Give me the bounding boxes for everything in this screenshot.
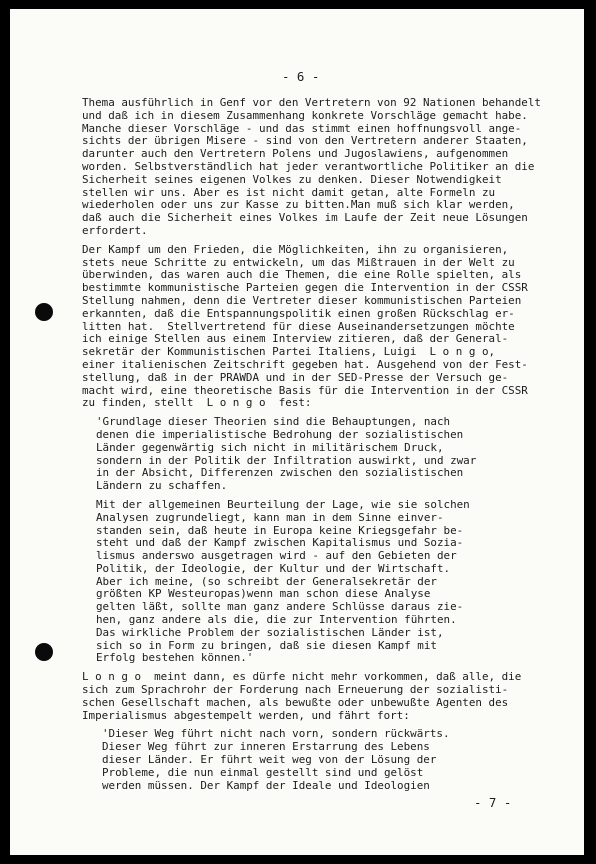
text-line: darunter auch den Vertretern Polens und Jugoslawiens, aufgenommen	[82, 147, 509, 161]
text-line: 'Dieser Weg führt nicht nach vorn, sondern rückwärts.	[102, 727, 450, 741]
text-line: steht und daß der Kampf zwischen Kapitalismus und Sozia-	[96, 536, 464, 550]
text-line: Thema ausführlich in Genf vor den Vertretern von 92 Nationen behandelt	[82, 96, 541, 109]
text-line: L o n g o meint dann, es dürfe nicht mehr vorkommen, daß alle, die	[82, 670, 522, 684]
quote-block	[102, 728, 582, 792]
text-line: stellen wir uns. Aber es ist nicht damit getan, alte Formeln zu	[82, 185, 496, 199]
text-line: überwinden, das waren auch die Themen, die eine Rolle spielten, als	[82, 268, 522, 282]
text-line: werden müssen. Der Kampf der Ideale und Ideologien	[102, 778, 430, 792]
text-line: lismus anderswo ausgetragen wird - auf den Gebieten der	[96, 549, 457, 563]
text-line: in der Absicht, Differenzen zwischen den sozialistischen	[96, 466, 464, 480]
text-line: 'Grundlage dieser Theorien sind die Behauptungen, nach	[96, 415, 451, 429]
quote-block	[96, 416, 582, 493]
text-line: stellung, daß in der PRAWDA und in der SED-Presse der Versuch ge-	[82, 370, 509, 384]
page-number: - 6 -	[282, 69, 320, 84]
text-line: ich einige Stellen aus einem Interview zitieren, daß der General-	[82, 332, 509, 346]
text-line: Aber ich meine, (so schreibt der Generalsekretär der	[96, 574, 437, 588]
text-line: hen, ganz andere als die, die zur Intervention führten.	[96, 613, 457, 627]
text-line: Manche dieser Vorschläge - und das stimmt einen hoffnungsvoll ange-	[82, 121, 522, 135]
text-line: Das wirkliche Problem der sozialistischen Länder ist,	[96, 625, 444, 639]
punch-hole-top	[35, 303, 53, 321]
text-line: und daß ich in diesem Zusammenhang konkrete Vorschläge gemacht habe.	[82, 108, 528, 122]
paragraph	[82, 97, 582, 238]
document-body	[82, 97, 582, 798]
punch-hole-bottom	[35, 643, 53, 661]
text-line: größten KP Westeuropas)wenn man schon diese Analyse	[96, 587, 431, 601]
text-line: Erfolg bestehen können.'	[96, 651, 254, 665]
text-line: sekretär der Kommunistischen Partei Italiens, Luigi L o n g o,	[82, 345, 496, 359]
text-line: sich so in Form zu bringen, daß sie diesen Kampf mit	[96, 638, 437, 652]
text-line: denen die imperialistische Bedrohung der sozialistischen	[96, 427, 464, 441]
text-line: erfordert.	[82, 223, 148, 237]
text-line: erkannten, daß die Entspannungspolitik einen großen Rückschlag er-	[82, 306, 515, 320]
text-line: litten hat. Stellvertretend für diese Auseinandersetzungen möchte	[82, 319, 515, 333]
text-line: Dieser Weg führt zur inneren Erstarrung des Lebens	[102, 740, 430, 754]
quote-block	[96, 499, 582, 665]
text-line: daß auch die Sicherheit eines Volkes im Laufe der Zeit neue Lösungen	[82, 211, 528, 225]
text-line: gelten läßt, sollte man ganz andere Schlüsse daraus zie-	[96, 600, 464, 614]
text-line: einer italienischen Zeitschrift gegeben hat. Ausgehend von der Fest-	[82, 357, 528, 371]
text-line: Analysen zugrundeliegt, kann man in dem Sinne einver-	[96, 510, 444, 524]
text-line: Sicherheit seines eigenen Volkes zu denken. Dieser Notwendigkeit	[82, 172, 502, 186]
text-line: Imperialismus abgestempelt werden, und fährt fort:	[82, 708, 410, 722]
text-line: worden. Selbstverständlich hat jeder verantwortliche Politiker an die	[82, 159, 535, 173]
text-line: sichts der übrigen Misere - sind von den Vertretern anderer Staaten,	[82, 134, 528, 148]
next-page-marker: - 7 -	[474, 795, 512, 810]
text-line: Politik, der Ideologie, der Kultur und der Wirtschaft.	[96, 561, 451, 575]
text-line: sondern in der Politik der Infiltration auswirkt, und zwar	[96, 453, 477, 467]
text-line: zu finden, stellt L o n g o fest:	[82, 396, 312, 410]
document-page	[10, 9, 584, 855]
text-line: dieser Länder. Er führt weit weg von der Lösung der	[102, 753, 437, 767]
text-line: schen Gesellschaft machen, als bewußte oder unbewußte Agenten des	[82, 695, 509, 709]
text-line: sich zum Sprachrohr der Forderung nach Erneuerung der sozialisti-	[82, 683, 509, 697]
text-line: Stellung nahmen, denn die Vertreter dieser kommunistischen Parteien	[82, 293, 522, 307]
text-line: macht wird, eine theoretische Basis für die Intervention in der CSSR	[82, 383, 528, 397]
paragraph	[82, 244, 582, 410]
text-line: stets neue Schritte zu entwickeln, um das Mißtrauen in der Welt zu	[82, 255, 515, 269]
text-line: Länder gegenwärtig sich nicht in militärischem Druck,	[96, 440, 444, 454]
paragraph	[82, 671, 582, 722]
text-line: Probleme, die nun einmal gestellt sind und gelöst	[102, 765, 424, 779]
text-line: Der Kampf um den Frieden, die Möglichkeiten, ihn zu organisieren,	[82, 242, 509, 256]
text-line: bestimmte kommunistische Parteien gegen die Intervention in der CSSR	[82, 281, 528, 295]
text-line: standen sein, daß heute in Europa keine Kriegsgefahr be-	[96, 523, 464, 537]
text-line: wiederholen oder uns zur Kasse zu bitten.Man muß sich klar werden,	[82, 198, 515, 212]
text-line: Mit der allgemeinen Beurteilung der Lage, wie sie solchen	[96, 497, 470, 511]
text-line: Ländern zu schaffen.	[96, 479, 228, 493]
